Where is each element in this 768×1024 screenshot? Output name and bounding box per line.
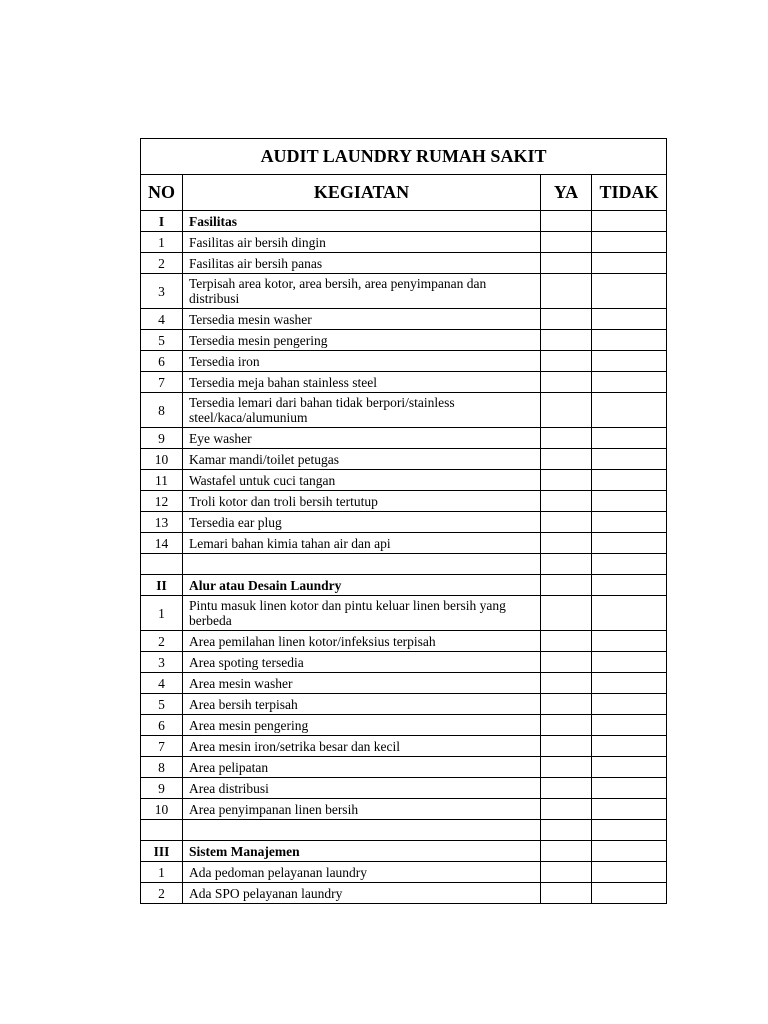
item-kegiatan: Ada SPO pelayanan laundry xyxy=(183,883,541,904)
blank-cell xyxy=(183,820,541,841)
table-row xyxy=(141,512,667,533)
table-row xyxy=(141,862,667,883)
ya-check-cell[interactable] xyxy=(541,351,592,372)
tidak-check-cell[interactable] xyxy=(592,778,667,799)
table-row xyxy=(141,351,667,372)
ya-check-cell[interactable] xyxy=(541,883,592,904)
item-kegiatan: Area mesin iron/setrika besar dan kecil xyxy=(183,736,541,757)
table-row xyxy=(141,715,667,736)
item-kegiatan: Area bersih terpisah xyxy=(183,694,541,715)
document-title: AUDIT LAUNDRY RUMAH SAKIT xyxy=(141,139,667,175)
item-number: 12 xyxy=(141,491,183,512)
table-row xyxy=(141,428,667,449)
table-row xyxy=(141,393,667,428)
blank-cell xyxy=(541,554,592,575)
ya-check-cell[interactable] xyxy=(541,778,592,799)
item-number: 4 xyxy=(141,309,183,330)
item-number: 2 xyxy=(141,883,183,904)
item-kegiatan: Tersedia meja bahan stainless steel xyxy=(183,372,541,393)
table-row xyxy=(141,673,667,694)
item-kegiatan: Tersedia lemari dari bahan tidak berpori/stainless steel/kaca/alumunium xyxy=(183,393,541,428)
ya-check-cell[interactable] xyxy=(541,232,592,253)
tidak-check-cell[interactable] xyxy=(592,631,667,652)
blank-cell xyxy=(541,820,592,841)
table-row xyxy=(141,778,667,799)
tidak-check-cell[interactable] xyxy=(592,470,667,491)
item-kegiatan: Area mesin washer xyxy=(183,673,541,694)
header-ya: YA xyxy=(541,175,592,211)
ya-check-cell[interactable] xyxy=(541,253,592,274)
section-name: Alur atau Desain Laundry xyxy=(183,575,541,596)
item-kegiatan: Kamar mandi/toilet petugas xyxy=(183,449,541,470)
tidak-check-cell[interactable] xyxy=(592,673,667,694)
item-kegiatan: Tersedia mesin washer xyxy=(183,309,541,330)
tidak-check-cell[interactable] xyxy=(592,330,667,351)
item-kegiatan: Troli kotor dan troli bersih tertutup xyxy=(183,491,541,512)
item-kegiatan: Tersedia iron xyxy=(183,351,541,372)
table-row xyxy=(141,491,667,512)
ya-check-cell[interactable] xyxy=(541,736,592,757)
section-tidak-cell[interactable] xyxy=(592,575,667,596)
item-number: 1 xyxy=(141,232,183,253)
item-number: 10 xyxy=(141,799,183,820)
tidak-check-cell[interactable] xyxy=(592,512,667,533)
item-number: 6 xyxy=(141,351,183,372)
tidak-check-cell[interactable] xyxy=(592,799,667,820)
ya-check-cell[interactable] xyxy=(541,330,592,351)
item-number: 11 xyxy=(141,470,183,491)
item-kegiatan: Area pelipatan xyxy=(183,757,541,778)
item-number: 7 xyxy=(141,372,183,393)
table-row xyxy=(141,372,667,393)
blank-cell xyxy=(592,820,667,841)
ya-check-cell[interactable] xyxy=(541,533,592,554)
tidak-check-cell[interactable] xyxy=(592,232,667,253)
section-name: Fasilitas xyxy=(183,211,541,232)
ya-check-cell[interactable] xyxy=(541,512,592,533)
item-kegiatan: Tersedia mesin pengering xyxy=(183,330,541,351)
item-kegiatan: Eye washer xyxy=(183,428,541,449)
blank-cell xyxy=(141,554,183,575)
ya-check-cell[interactable] xyxy=(541,694,592,715)
tidak-check-cell[interactable] xyxy=(592,736,667,757)
section-row xyxy=(141,211,667,232)
table-row xyxy=(141,799,667,820)
table-row xyxy=(141,533,667,554)
tidak-check-cell[interactable] xyxy=(592,757,667,778)
table-row xyxy=(141,694,667,715)
section-tidak-cell[interactable] xyxy=(592,211,667,232)
section-name: Sistem Manajemen xyxy=(183,841,541,862)
section-number: II xyxy=(141,575,183,596)
item-number: 13 xyxy=(141,512,183,533)
section-ya-cell[interactable] xyxy=(541,841,592,862)
ya-check-cell[interactable] xyxy=(541,470,592,491)
section-tidak-cell[interactable] xyxy=(592,841,667,862)
ya-check-cell[interactable] xyxy=(541,799,592,820)
tidak-check-cell[interactable] xyxy=(592,351,667,372)
ya-check-cell[interactable] xyxy=(541,652,592,673)
item-number: 8 xyxy=(141,393,183,428)
table-row xyxy=(141,631,667,652)
item-number: 9 xyxy=(141,428,183,449)
table-row xyxy=(141,757,667,778)
item-number: 2 xyxy=(141,253,183,274)
audit-table xyxy=(140,138,667,904)
blank-cell xyxy=(592,554,667,575)
tidak-check-cell[interactable] xyxy=(592,715,667,736)
ya-check-cell[interactable] xyxy=(541,596,592,631)
table-row xyxy=(141,883,667,904)
ya-check-cell[interactable] xyxy=(541,393,592,428)
section-row xyxy=(141,841,667,862)
ya-check-cell[interactable] xyxy=(541,673,592,694)
tidak-check-cell[interactable] xyxy=(592,883,667,904)
section-number: III xyxy=(141,841,183,862)
ya-check-cell[interactable] xyxy=(541,491,592,512)
item-number: 4 xyxy=(141,673,183,694)
tidak-check-cell[interactable] xyxy=(592,694,667,715)
item-number: 14 xyxy=(141,533,183,554)
section-ya-cell[interactable] xyxy=(541,575,592,596)
header-tidak: TIDAK xyxy=(592,175,667,211)
table-row xyxy=(141,330,667,351)
header-no: NO xyxy=(141,175,183,211)
audit-table-body xyxy=(141,139,667,904)
tidak-check-cell[interactable] xyxy=(592,253,667,274)
table-row xyxy=(141,274,667,309)
ya-check-cell[interactable] xyxy=(541,757,592,778)
blank-cell xyxy=(183,554,541,575)
tidak-check-cell[interactable] xyxy=(592,393,667,428)
ya-check-cell[interactable] xyxy=(541,274,592,309)
blank-row xyxy=(141,554,667,575)
tidak-check-cell[interactable] xyxy=(592,274,667,309)
table-row xyxy=(141,449,667,470)
item-kegiatan: Tersedia ear plug xyxy=(183,512,541,533)
item-number: 5 xyxy=(141,330,183,351)
section-ya-cell[interactable] xyxy=(541,211,592,232)
table-row xyxy=(141,652,667,673)
title-row xyxy=(141,139,667,175)
ya-check-cell[interactable] xyxy=(541,715,592,736)
tidak-check-cell[interactable] xyxy=(592,372,667,393)
item-kegiatan: Pintu masuk linen kotor dan pintu keluar linen bersih yang berbeda xyxy=(183,596,541,631)
tidak-check-cell[interactable] xyxy=(592,449,667,470)
tidak-check-cell[interactable] xyxy=(592,533,667,554)
item-kegiatan: Ada pedoman pelayanan laundry xyxy=(183,862,541,883)
tidak-check-cell[interactable] xyxy=(592,652,667,673)
ya-check-cell[interactable] xyxy=(541,428,592,449)
ya-check-cell[interactable] xyxy=(541,372,592,393)
ya-check-cell[interactable] xyxy=(541,862,592,883)
section-row xyxy=(141,575,667,596)
table-row xyxy=(141,309,667,330)
item-number: 6 xyxy=(141,715,183,736)
table-row xyxy=(141,253,667,274)
item-kegiatan: Area distribusi xyxy=(183,778,541,799)
ya-check-cell[interactable] xyxy=(541,309,592,330)
item-number: 3 xyxy=(141,274,183,309)
table-row xyxy=(141,232,667,253)
tidak-check-cell[interactable] xyxy=(592,862,667,883)
item-number: 9 xyxy=(141,778,183,799)
tidak-check-cell[interactable] xyxy=(592,596,667,631)
item-number: 7 xyxy=(141,736,183,757)
item-number: 8 xyxy=(141,757,183,778)
item-number: 1 xyxy=(141,862,183,883)
section-number: I xyxy=(141,211,183,232)
item-kegiatan: Fasilitas air bersih dingin xyxy=(183,232,541,253)
blank-cell xyxy=(141,820,183,841)
item-kegiatan: Area mesin pengering xyxy=(183,715,541,736)
item-kegiatan: Area pemilahan linen kotor/infeksius terpisah xyxy=(183,631,541,652)
header-kegiatan: KEGIATAN xyxy=(183,175,541,211)
item-kegiatan: Lemari bahan kimia tahan air dan api xyxy=(183,533,541,554)
item-number: 5 xyxy=(141,694,183,715)
header-row xyxy=(141,175,667,211)
item-kegiatan: Fasilitas air bersih panas xyxy=(183,253,541,274)
table-row xyxy=(141,470,667,491)
tidak-check-cell[interactable] xyxy=(592,428,667,449)
item-kegiatan: Area spoting tersedia xyxy=(183,652,541,673)
blank-row xyxy=(141,820,667,841)
ya-check-cell[interactable] xyxy=(541,449,592,470)
item-number: 3 xyxy=(141,652,183,673)
ya-check-cell[interactable] xyxy=(541,631,592,652)
tidak-check-cell[interactable] xyxy=(592,491,667,512)
table-row xyxy=(141,596,667,631)
item-kegiatan: Terpisah area kotor, area bersih, area penyimpanan dan distribusi xyxy=(183,274,541,309)
item-kegiatan: Area penyimpanan linen bersih xyxy=(183,799,541,820)
item-number: 1 xyxy=(141,596,183,631)
item-number: 2 xyxy=(141,631,183,652)
item-number: 10 xyxy=(141,449,183,470)
item-kegiatan: Wastafel untuk cuci tangan xyxy=(183,470,541,491)
tidak-check-cell[interactable] xyxy=(592,309,667,330)
table-row xyxy=(141,736,667,757)
